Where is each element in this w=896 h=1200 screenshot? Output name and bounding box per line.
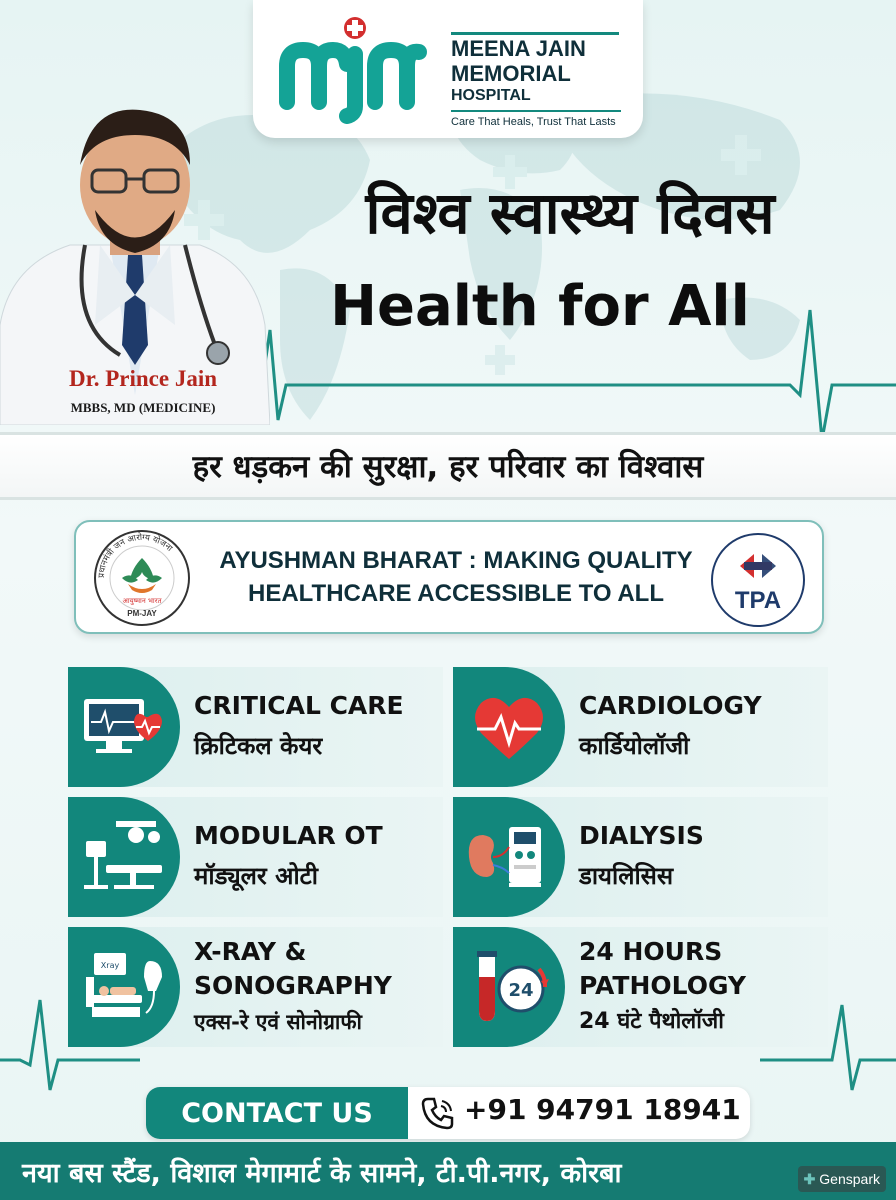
service-title-en-line2: PATHOLOGY — [579, 971, 747, 1000]
clock-label: 24 — [508, 980, 534, 1001]
genspark-label: Genspark — [819, 1171, 880, 1187]
headline-hindi: विश्व स्वास्थ्य दिवस — [365, 179, 775, 247]
service-title-hi: डायलिसिस — [579, 862, 674, 890]
service-title-hi: क्रिटिकल केयर — [194, 732, 323, 760]
pmjay-ring-text: प्रधानमंत्री जन आरोग्य योजना — [96, 532, 175, 579]
tagline-band: हर धड़कन की सुरक्षा, हर परिवार का विश्वास — [0, 432, 896, 500]
service-title-en-line1: 24 HOURS — [579, 937, 723, 966]
contact-bar[interactable] — [146, 1087, 750, 1139]
ayushman-line1: AYUSHMAN BHARAT : MAKING QUALITY — [219, 547, 693, 574]
ayushman-line2: HEALTHCARE ACCESSIBLE TO ALL — [247, 580, 664, 607]
ecg-line-bottom — [0, 990, 896, 1100]
address-bar: नया बस स्टैंड, विशाल मेगामार्ट के सामने, टी.पी.नगर, कोरबा — [0, 1142, 896, 1200]
phone-number[interactable]: +91 94791 18941 — [464, 1093, 741, 1126]
service-title-en-line1: X-RAY & — [194, 937, 307, 966]
xray-label: Xray — [100, 961, 120, 970]
service-title-hi: 24 घंटे पैथोलॉजी — [579, 1009, 724, 1034]
logo-divider — [451, 32, 619, 35]
headline-english: Health for All — [330, 274, 750, 339]
service-title-en: DIALYSIS — [579, 821, 704, 850]
service-title-en: CARDIOLOGY — [579, 691, 762, 720]
service-modular-ot — [68, 797, 443, 917]
service-cardiology — [453, 667, 828, 787]
hospital-tagline: Care That Heals, Trust That Lasts — [451, 110, 621, 128]
service-critical-care — [68, 667, 443, 787]
hospital-name-line3: HOSPITAL — [451, 87, 531, 104]
tpa-logo-icon — [710, 532, 806, 628]
doctor-degree: MBBS, MD (MEDICINE) — [70, 400, 216, 415]
doctor-name: Dr. Prince Jain — [69, 366, 217, 391]
service-title-hi: मॉड्यूलर ओटी — [194, 862, 318, 890]
service-title-en: MODULAR OT — [194, 821, 383, 850]
kidney-dialysis-icon — [461, 817, 557, 897]
pmjay-label: PM-JAY — [127, 609, 157, 618]
genspark-icon: ✚ — [803, 1170, 816, 1187]
pmjay-sub: आयुष्मान भारत — [122, 597, 162, 605]
service-title-en: CRITICAL CARE — [194, 691, 404, 720]
hospital-logo-card — [253, 0, 643, 138]
genspark-watermark — [798, 1166, 886, 1192]
mjm-logo-icon — [275, 14, 435, 124]
heart-pulse-icon — [461, 687, 557, 767]
service-dialysis — [453, 797, 828, 917]
contact-us-label: CONTACT US — [146, 1087, 408, 1139]
service-title-hi: एक्स-रे एवं सोनोग्राफी — [194, 1010, 362, 1034]
hospital-name-line1: MEENA JAIN — [451, 36, 586, 61]
hospital-name-line2: MEMORIAL — [451, 61, 571, 86]
phone-icon — [420, 1095, 456, 1131]
monitor-heart-icon — [76, 687, 172, 767]
hospital-name-block — [451, 32, 621, 128]
ayushman-card — [74, 520, 824, 634]
service-title-hi: कार्डियोलॉजी — [579, 732, 690, 760]
ayushman-text — [196, 544, 716, 610]
service-title-en-line2: SONOGRAPHY — [194, 971, 392, 1000]
pmjay-logo-icon — [92, 528, 192, 628]
operation-theatre-icon — [76, 817, 172, 897]
tpa-label: TPA — [734, 587, 782, 614]
